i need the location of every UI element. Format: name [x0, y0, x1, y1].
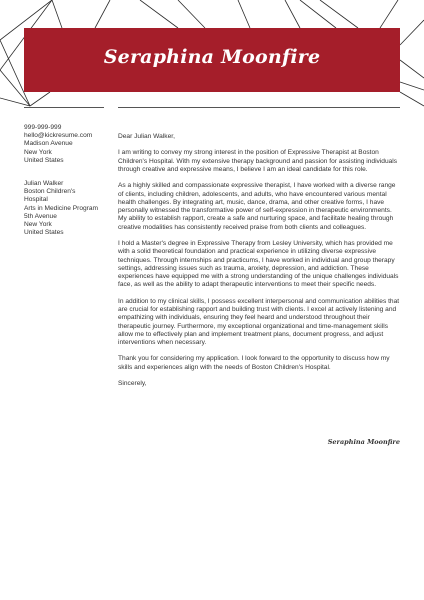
sender-phone: 999-999-999 — [24, 124, 62, 131]
letter-paragraph: I hold a Master's degree in Expressive Therapy from Lesley University, which has provided me with a solid theoretical foundation and practical experience in utilizing diverse expressive techniques. Through internships and practicums, I have worked in individual and group therapy settings, addressing issues such as trauma, anxiety, depression, and addiction. These experiences have equipped me with a strong understanding of the unique challenges individuals face, as well as the ability to adapt therapeutic interventions to meet their specific needs. — [118, 240, 399, 289]
divider-right — [118, 107, 400, 108]
recipient-department: Arts in Medicine Program — [24, 204, 99, 212]
spacer — [24, 165, 110, 180]
sender-street: Madison Avenue — [24, 140, 73, 148]
letter-paragraph: Thank you for considering my application. I look forward to the opportunity to discuss how my skills and experiences align with the needs of Boston Children's Hospital. — [118, 355, 390, 371]
sender-email[interactable]: hello@kickresume.com — [24, 132, 93, 140]
letter-paragraph: In addition to my clinical skills, I possess excellent interpersonal and communication abilities that are crucial for establishing rapport and building trust with clients. I excel at actively listening and empathizing with individuals, ensuring they feel heard and understood throughout their therapeutic journey. Furthermore, my exceptional organizational and time-management skills allow me to effectively plan and implement treatment plans, document progress, and adjust interventions when necessary. — [118, 297, 400, 346]
letter-closing: Sincerely, — [118, 380, 147, 388]
sender-city: New York — [24, 148, 52, 156]
divider-left — [24, 107, 104, 108]
header-banner — [24, 28, 400, 92]
recipient-city: New York — [24, 221, 52, 229]
letter-body — [118, 133, 401, 397]
signature: Seraphina Moonfire — [327, 438, 400, 446]
letter-greeting: Dear Julian Walker, — [118, 133, 175, 140]
recipient-org-line2: Hospital — [24, 196, 48, 204]
sender-country: United States — [24, 156, 64, 164]
recipient-street: 5th Avenue — [24, 212, 57, 220]
letter-paragraph: I am writing to convey my strong interest in the position of Expressive Therapist at Boston Children's Hospital. With my extensive therapy background and passion for assisting individuals through creative and expressive means, I believe I am an ideal candidate for this role. — [118, 149, 398, 173]
applicant-name: Seraphina Moonfire — [103, 46, 321, 68]
recipient-org-line1: Boston Children's — [24, 188, 76, 196]
recipient-name: Julian Walker — [24, 180, 64, 188]
letter-paragraph: As a highly skilled and compassionate expressive therapist, I have worked with a diverse range of clients, including children, adolescents, and adults, who have encountered various mental health challenges. By integrating art, music, dance, drama, and other creative forms, I have personally witnessed the transformative power of self-expression in therapeutic environments. My ability to establish rapport, create a safe and nurturing space, and facilitate healing through creative modalities has consistently received praise from both clients and colleagues. — [118, 182, 396, 231]
recipient-country: United States — [24, 229, 64, 237]
contact-column — [24, 124, 110, 237]
